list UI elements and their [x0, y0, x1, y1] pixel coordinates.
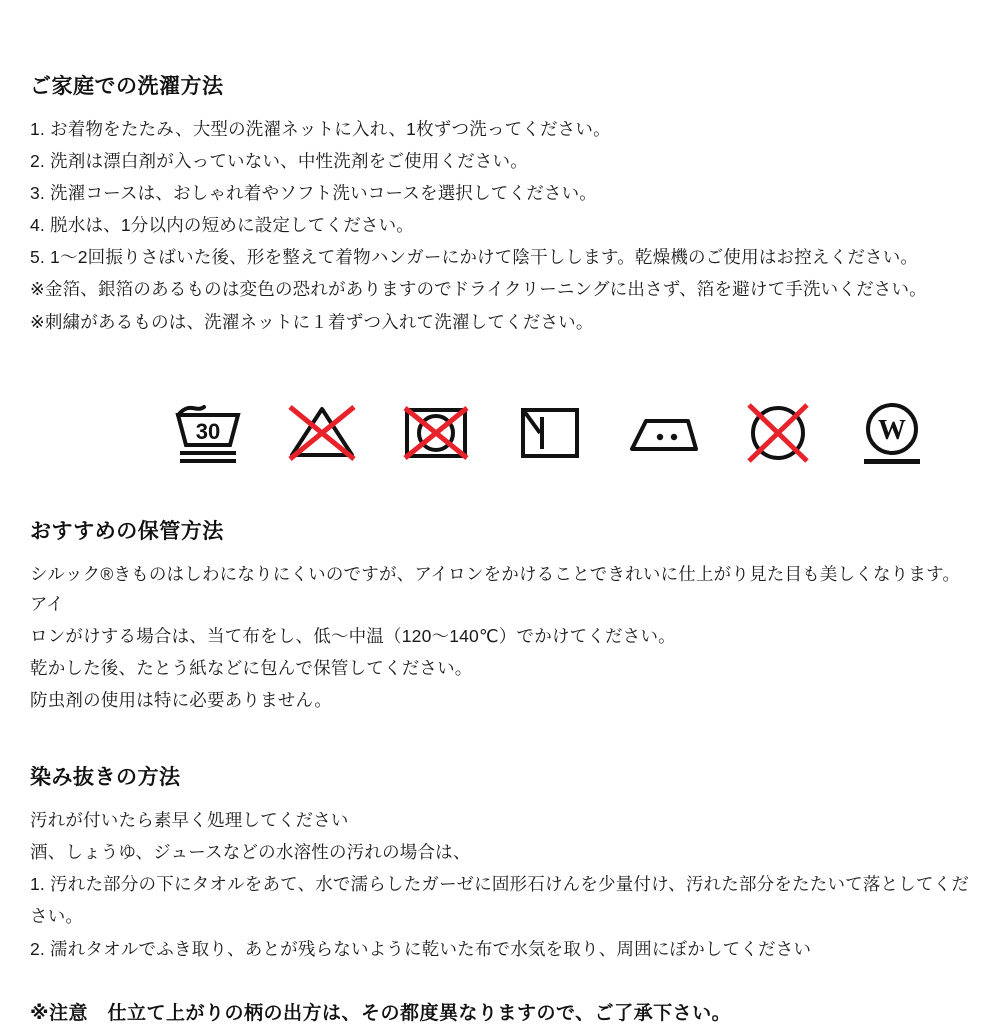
tumble-dry-not-allowed-symbol	[398, 393, 474, 469]
washing-line: 4. 脱水は、1分以内の短めに設定してください。	[30, 215, 414, 236]
wash-30-symbol	[170, 393, 246, 469]
notice-text: ※注意 仕立て上がりの柄の出方は、その都度異なりますので、ご了承下さい。	[30, 1002, 732, 1024]
washing-line: 3. 洗濯コースは、おしゃれ着やソフト洗いコースを選択してください。	[30, 183, 598, 204]
stain-line: 酒、しょうゆ、ジュースなどの水溶性の汚れの場合は、	[30, 842, 471, 863]
washing-line: 5. 1〜2回振りさばいた後、形を整えて着物ハンガーにかけて陰干しします。乾燥機のご使用はお控えください。	[30, 247, 919, 268]
stain-line: 2. 濡れタオルでふき取り、あとが残らないように乾いた布で水気を取り、周囲にぼかしてください	[30, 938, 812, 959]
washing-instructions	[30, 114, 970, 337]
stain-instructions	[30, 805, 970, 963]
washing-note: ※刺繍があるものは、洗濯ネットに１着ずつ入れて洗濯してください。	[30, 311, 594, 332]
care-symbol-row	[170, 379, 970, 469]
iron-low-symbol	[626, 393, 702, 469]
storage-line: ロンがけする場合は、当て布をし、低〜中温（120〜140℃）でかけてください。	[30, 625, 676, 646]
washing-line: 2. 洗剤は漂白剤が入っていない、中性洗剤をご使用ください。	[30, 151, 528, 172]
bleach-not-allowed-symbol	[284, 393, 360, 469]
stain-line: さい。	[30, 906, 84, 927]
section-heading-washing: ご家庭での洗濯方法	[30, 75, 224, 98]
svg-text:W: W	[878, 414, 906, 446]
wet-clean-professional-symbol	[854, 393, 930, 469]
washing-line: 1. お着物をたたみ、大型の洗濯ネットに入れ、1枚ずつ洗ってください。	[30, 119, 611, 139]
storage-line: 乾かした後、たとう紙などに包んで保管してください。	[30, 657, 473, 678]
storage-line: 防虫剤の使用は特に必要ありません。	[30, 690, 332, 711]
stain-line: 1. 汚れた部分の下にタオルをあて、水で濡らしたガーゼに固形石けんを少量付け、汚れた部分をたたいて落としてくだ	[30, 874, 970, 895]
storage-instructions	[30, 559, 970, 715]
section-heading-stain: 染み抜きの方法	[30, 766, 181, 790]
drip-dry-in-shade-symbol	[512, 393, 588, 469]
stain-line: 汚れが付いたら素早く処理してください	[30, 810, 349, 831]
dry-clean-not-allowed-symbol	[740, 393, 816, 469]
svg-text:30: 30	[195, 418, 221, 444]
storage-line: シルック®きものはしわになりにくいのですが、アイロンをかけることできれいに仕上がり見た目も美しくなります。アイ	[30, 563, 961, 614]
section-heading-storage: おすすめの保管方法	[30, 519, 224, 543]
washing-note: ※金箔、銀箔のあるものは変色の恐れがありますのでドライクリーニングに出さず、箔を避けて手洗いください。	[30, 279, 927, 300]
